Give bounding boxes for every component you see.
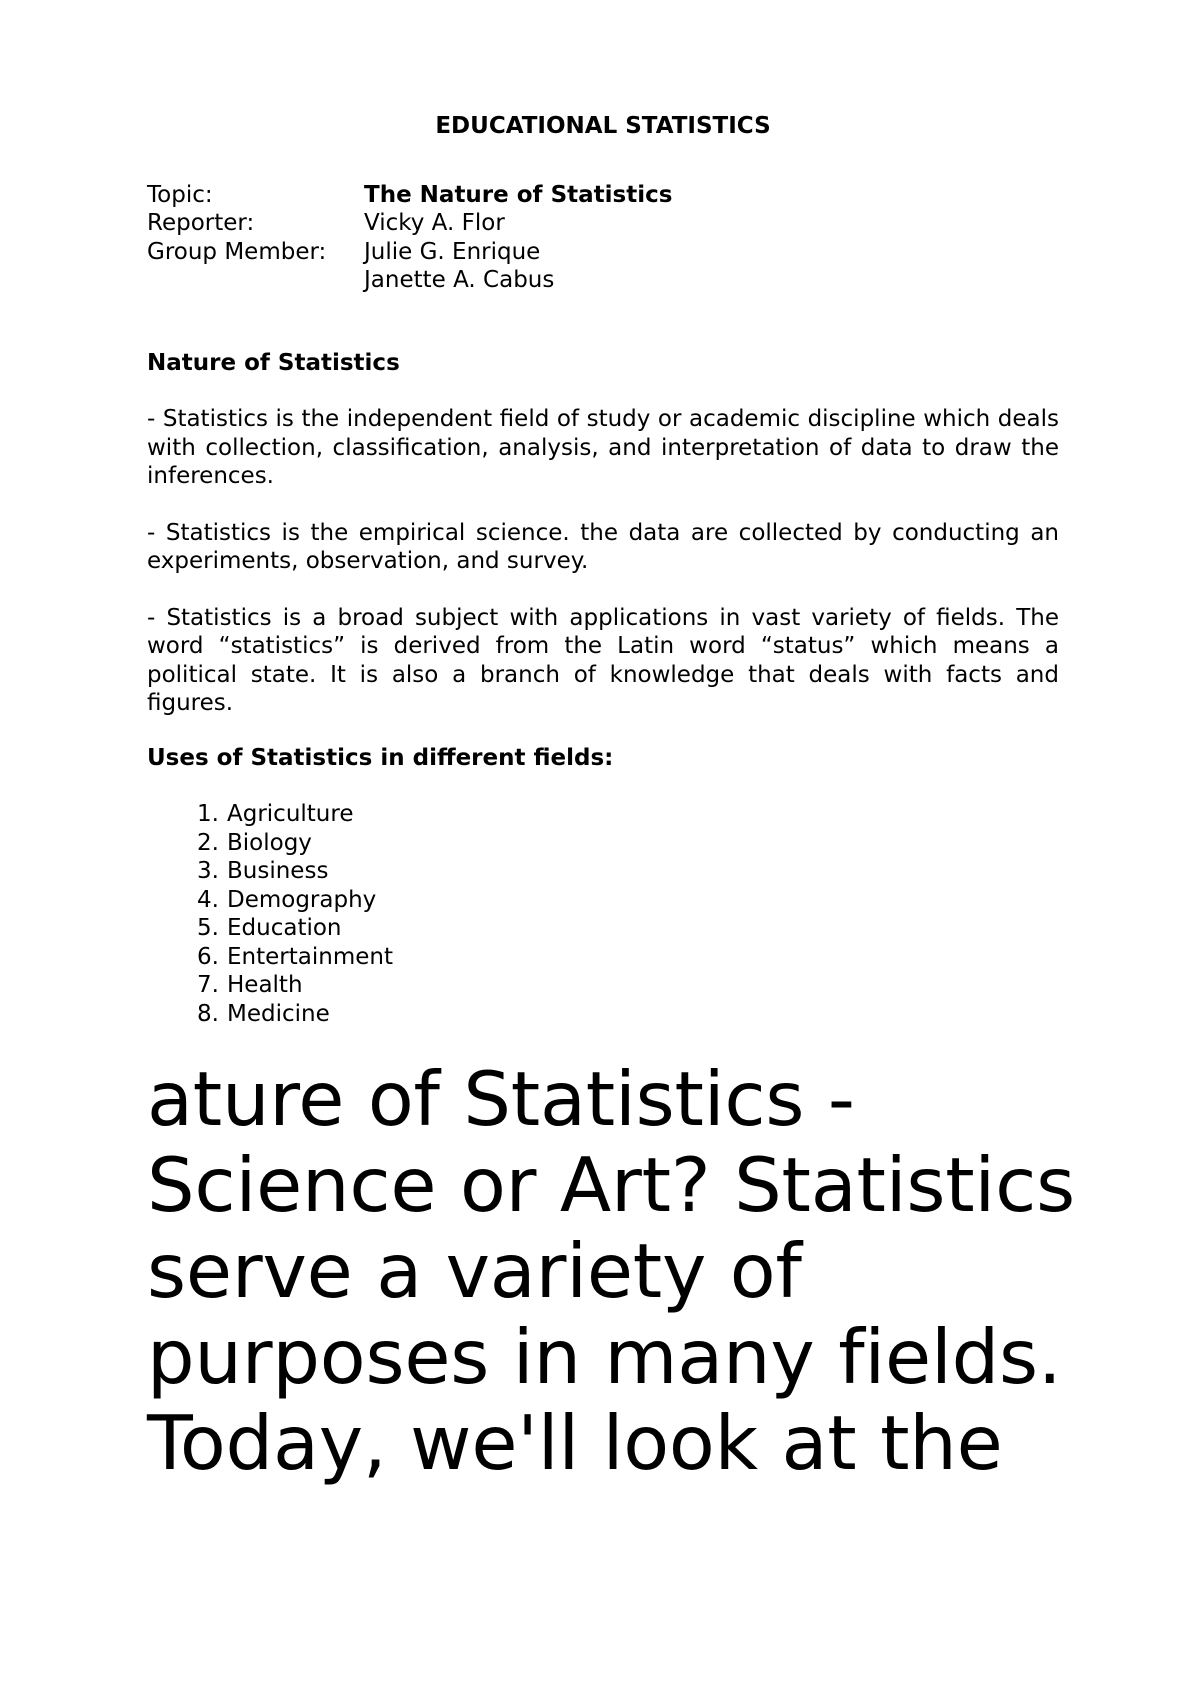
list-item xyxy=(183,914,1059,943)
list-item-label: Education xyxy=(227,915,342,941)
list-item-number: 6. xyxy=(197,943,219,970)
list-item-number: 5. xyxy=(197,915,219,941)
paragraph-definition: - Statistics is the independent field of study or academic discipline which deals with collection, classification, analysis, and interpretation of data to draw the inferences. xyxy=(147,406,1059,489)
list-item-label: Demography xyxy=(227,886,377,913)
paragraph-empirical: - Statistics is the empirical science. the data are collected by conducting an experiments, observation, and survey. xyxy=(147,519,1059,574)
list-item-number: 7. xyxy=(197,972,219,998)
document-body xyxy=(147,112,1075,1487)
list-item-number: 3. xyxy=(197,858,219,884)
list-item-label: Entertainment xyxy=(227,943,393,970)
list-item-label: Medicine xyxy=(227,1000,330,1027)
list-item xyxy=(183,800,1059,829)
list-item-label: Business xyxy=(227,858,329,884)
list-item-label: Health xyxy=(227,972,303,998)
group-spacer xyxy=(147,266,364,295)
list-item xyxy=(183,971,1059,1000)
list-item-number: 4. xyxy=(197,886,219,913)
list-item-number: 1. xyxy=(197,801,219,827)
group-member-label: Group Member: xyxy=(147,238,327,265)
group-member-2: Janette A. Cabus xyxy=(364,267,555,293)
list-item xyxy=(183,886,1059,915)
nature-heading: Nature of Statistics xyxy=(147,349,400,376)
uses-list xyxy=(147,800,1059,1028)
reporter-label: Reporter: xyxy=(147,210,255,236)
list-item-number: 2. xyxy=(197,829,219,856)
list-item xyxy=(183,1000,1059,1029)
list-item xyxy=(183,829,1059,858)
uses-heading: Uses of Statistics in different fields: xyxy=(147,744,614,771)
topic-value: The Nature of Statistics xyxy=(364,181,673,208)
list-item-label: Agriculture xyxy=(227,801,354,827)
document-title: EDUCATIONAL STATISTICS xyxy=(435,113,771,139)
large-excerpt-text: ature of Statistics - Science or Art? Statistics serve a variety of purposes in many fields. Today, we'll look at the xyxy=(147,1055,1075,1487)
topic-label: Topic: xyxy=(147,181,213,208)
group-member-1: Julie G. Enrique xyxy=(364,238,541,265)
list-item xyxy=(183,857,1059,886)
report-info xyxy=(147,181,1059,295)
list-item xyxy=(183,943,1059,972)
list-item-label: Biology xyxy=(227,829,312,856)
reporter-value: Vicky A. Flor xyxy=(364,210,505,236)
paragraph-broad-subject: - Statistics is a broad subject with applications in vast variety of fields. The word “statistics” is derived from the Latin word “status” which means a political state. It is also a branch of knowledge that deals with facts and figures. xyxy=(147,604,1059,716)
list-item-number: 8. xyxy=(197,1000,219,1027)
